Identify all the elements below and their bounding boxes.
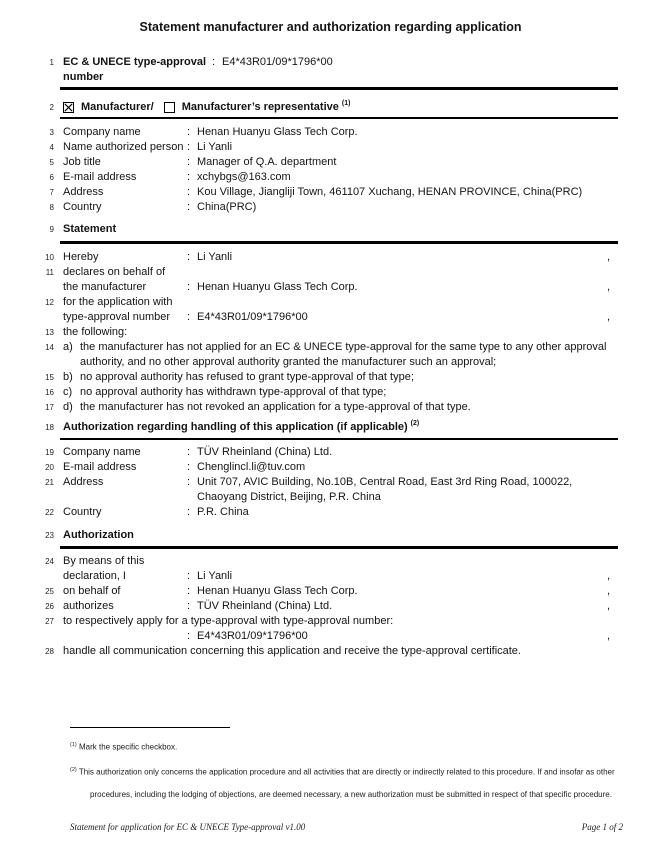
field-label: Country	[63, 201, 102, 213]
approval-number-value: E4*43R01/09*1796*00	[222, 56, 333, 68]
footnote-ref-2-marker: (2)	[410, 419, 420, 427]
line-number-11: 11	[45, 267, 54, 277]
field-value: Unit 707, AVIC Building, No.10B, Central Road, East 3rd Ring Road, 100022,	[197, 476, 573, 488]
field-row-authorized-person	[43, 140, 618, 155]
statement-item-d	[43, 400, 618, 415]
handling-heading-row	[43, 420, 618, 435]
field-label: declaration, I	[63, 569, 126, 582]
field-value: TÜV Rheinland (China) Ltd.	[197, 446, 333, 458]
statement-item-a	[43, 340, 618, 370]
field-row-email	[43, 460, 618, 475]
field-row-job-title	[43, 155, 618, 170]
line-number-25: 25	[45, 586, 54, 596]
trailing-comma: ,	[606, 584, 610, 597]
line-number-2: 2	[49, 102, 54, 112]
field-value: xchybgs@163.com	[197, 171, 291, 183]
line-number-27: 27	[45, 616, 54, 626]
statement-heading-row	[43, 222, 618, 237]
field-row-email	[43, 170, 618, 185]
footnote-2-marker: (2)	[70, 766, 77, 773]
footnote-2	[70, 759, 618, 807]
item-marker: d)	[63, 400, 73, 413]
statement-item-b	[43, 370, 618, 385]
line-number-19: 19	[45, 448, 54, 457]
section-divider	[60, 241, 618, 244]
hereby-row	[43, 250, 618, 265]
field-value: Manager of Q.A. department	[197, 156, 337, 168]
approval-number-row	[43, 55, 618, 85]
line-number-23: 23	[45, 531, 54, 540]
colon: :	[187, 476, 191, 488]
application-value-row	[43, 310, 618, 325]
intro-text: to respectively apply for a type-approval with type-approval number:	[63, 614, 394, 627]
declares-value-row	[43, 280, 618, 295]
field-value: E4*43R01/09*1796*00	[197, 310, 308, 323]
handle-text: handle all communication concerning this application and receive the type-approval certificate.	[63, 644, 521, 657]
footer-document-name: Statement for application for EC & UNECE Type-approval v1.00	[70, 822, 306, 832]
representative-checkbox[interactable]	[164, 102, 175, 113]
manufacturer-option-label: Manufacturer/	[81, 100, 154, 113]
field-label: the manufacturer	[63, 280, 147, 293]
apply-intro-row	[43, 614, 618, 629]
field-value: China(PRC)	[197, 201, 257, 213]
colon: :	[187, 280, 191, 293]
field-row-address-line2	[43, 490, 618, 505]
line-number-3: 3	[49, 128, 54, 137]
intro-text: By means of this	[63, 554, 145, 567]
section-divider	[60, 438, 618, 441]
field-row-company-name	[43, 125, 618, 140]
intro-text: for the application with	[63, 295, 173, 308]
authorization-body	[43, 554, 618, 659]
line-number-14: 14	[45, 342, 54, 352]
field-value: Henan Huanyu Glass Tech Corp.	[197, 280, 358, 293]
declares-intro-row	[43, 265, 618, 280]
application-intro-row	[43, 295, 618, 310]
item-text: the manufacturer has not revoked an application for a type-approval of that type.	[80, 400, 471, 413]
field-label: type-approval number	[63, 310, 171, 323]
colon: :	[187, 156, 191, 168]
line-number-15: 15	[45, 372, 54, 382]
field-label: authorizes	[63, 599, 114, 612]
footnotes-block	[70, 727, 618, 806]
colon: :	[187, 584, 191, 597]
line-number-1: 1	[49, 58, 54, 67]
field-value: Li Yanli	[197, 569, 233, 582]
line-number-18: 18	[45, 422, 54, 432]
field-row-address	[43, 475, 618, 490]
intro-text: declares on behalf of	[63, 265, 166, 278]
handling-heading	[63, 420, 618, 435]
line-number-22: 22	[45, 508, 54, 517]
line-number-26: 26	[45, 601, 54, 611]
approval-number-label: EC & UNECE type-approval number	[63, 56, 207, 83]
item-text: no approval authority has withdrawn type-approval of that type;	[80, 385, 387, 398]
statement-heading: Statement	[63, 223, 117, 235]
item-marker: b)	[63, 370, 73, 383]
field-row-country	[43, 200, 618, 215]
footnote-2-text: This authorization only concerns the application procedure and all activities that are directly or indirectly related to this procedure. If and insofar as other procedures, including the lodging of objections, are deemed necessary, a new authorization must be submitted in respect of that specific procedure.	[78, 767, 615, 800]
checkbox-x-icon	[64, 103, 73, 112]
colon: :	[187, 250, 191, 263]
field-value: Henan Huanyu Glass Tech Corp.	[197, 584, 358, 597]
section-divider	[60, 546, 618, 549]
representative-option-label: Manufacturer’s representative	[181, 100, 339, 113]
line-number-17: 17	[45, 402, 54, 412]
footnote-1-text: Mark the specific checkbox.	[78, 742, 178, 752]
field-label: Company name	[63, 126, 141, 138]
line-number-6: 6	[49, 173, 54, 182]
line-number-9: 9	[49, 225, 54, 234]
field-label: Company name	[63, 446, 141, 458]
field-value: Li Yanli	[197, 141, 233, 153]
section-divider	[60, 87, 618, 90]
field-value: P.R. China	[197, 506, 249, 518]
field-value: Chaoyang District, Beijing, P.R. China	[197, 491, 381, 503]
colon: :	[187, 506, 191, 518]
line-number-5: 5	[49, 158, 54, 167]
apply-value-row	[43, 629, 618, 644]
trailing-comma: ,	[606, 280, 610, 293]
line-number-12: 12	[45, 297, 54, 307]
field-label: Name authorized person	[63, 141, 184, 153]
trailing-comma: ,	[606, 310, 610, 323]
authorizes-row	[43, 599, 618, 614]
colon: :	[187, 171, 191, 183]
colon: :	[187, 461, 191, 473]
colon: :	[187, 126, 191, 138]
on-behalf-row	[43, 584, 618, 599]
footnote-ref-1-marker: (1)	[341, 99, 351, 107]
handle-row	[43, 644, 618, 659]
line-number-20: 20	[45, 463, 54, 472]
manufacturer-checkbox[interactable]	[63, 102, 74, 113]
handling-fields	[43, 445, 618, 520]
trailing-comma: ,	[606, 250, 610, 263]
colon: :	[187, 569, 191, 582]
page-footer	[70, 822, 623, 832]
field-value: TÜV Rheinland (China) Ltd.	[197, 599, 333, 612]
field-value: Chenglincl.li@tuv.com	[197, 461, 306, 473]
field-row-address	[43, 185, 618, 200]
colon: :	[187, 310, 191, 323]
colon: :	[187, 446, 191, 458]
footnote-1-marker: (1)	[70, 742, 77, 748]
footnote-separator	[70, 727, 230, 728]
colon: :	[187, 599, 191, 612]
trailing-comma: ,	[606, 569, 610, 582]
line-number-24: 24	[45, 556, 54, 566]
colon: :	[212, 56, 216, 68]
field-value: Henan Huanyu Glass Tech Corp.	[197, 126, 358, 138]
trailing-comma: ,	[606, 629, 610, 642]
colon: :	[187, 201, 191, 213]
line-number-28: 28	[45, 646, 54, 656]
field-label: E-mail address	[63, 171, 137, 183]
field-value: E4*43R01/09*1796*00	[197, 629, 308, 642]
document-title: Statement manufacturer and authorization regarding application	[139, 20, 522, 34]
item-marker: c)	[63, 385, 73, 398]
field-label: Job title	[63, 156, 101, 168]
field-value: Kou Village, Jiangliji Town, 461107 Xuchang, HENAN PROVINCE, China(PRC)	[197, 186, 583, 198]
line-number-21: 21	[45, 478, 54, 487]
item-marker: a)	[63, 340, 73, 353]
trailing-comma: ,	[606, 599, 610, 612]
declaration-value-row	[43, 569, 618, 584]
line-number-16: 16	[45, 387, 54, 397]
line-number-13: 13	[45, 327, 54, 337]
following-text: the following:	[63, 325, 128, 338]
item-text: no approval authority has refused to grant type-approval of that type;	[80, 370, 414, 383]
statement-body	[43, 250, 618, 415]
line-number-10: 10	[45, 252, 54, 262]
manufacturer-fields	[43, 125, 618, 215]
field-row-country	[43, 505, 618, 520]
handling-heading-text: Authorization regarding handling of this application (if applicable)	[63, 420, 408, 433]
field-label: Country	[63, 506, 102, 518]
field-row-company-name	[43, 445, 618, 460]
section-divider	[60, 117, 618, 120]
by-means-intro-row	[43, 554, 618, 569]
item-text: the manufacturer has not applied for an EC & UNECE type-approval for the same type to any other approval authority, and no other approval authority granted the manufacturer such an approval;	[80, 340, 607, 368]
field-label: Address	[63, 476, 104, 488]
field-label: Address	[63, 186, 104, 198]
footer-page-number: Page 1 of 2	[581, 822, 623, 832]
statement-item-c	[43, 385, 618, 400]
line-number-7: 7	[49, 188, 54, 197]
footnote-1	[70, 734, 618, 759]
colon: :	[187, 629, 191, 642]
colon: :	[187, 141, 191, 153]
authorization-heading: Authorization	[63, 529, 134, 541]
colon: :	[187, 186, 191, 198]
field-label: E-mail address	[63, 461, 137, 473]
role-selection-row	[43, 100, 618, 115]
following-row	[43, 325, 618, 340]
field-label: on behalf of	[63, 584, 121, 597]
line-number-4: 4	[49, 143, 54, 152]
field-label: Hereby	[63, 250, 99, 263]
field-value: Li Yanli	[197, 250, 233, 263]
line-number-8: 8	[49, 203, 54, 212]
authorization-heading-row	[43, 528, 618, 543]
